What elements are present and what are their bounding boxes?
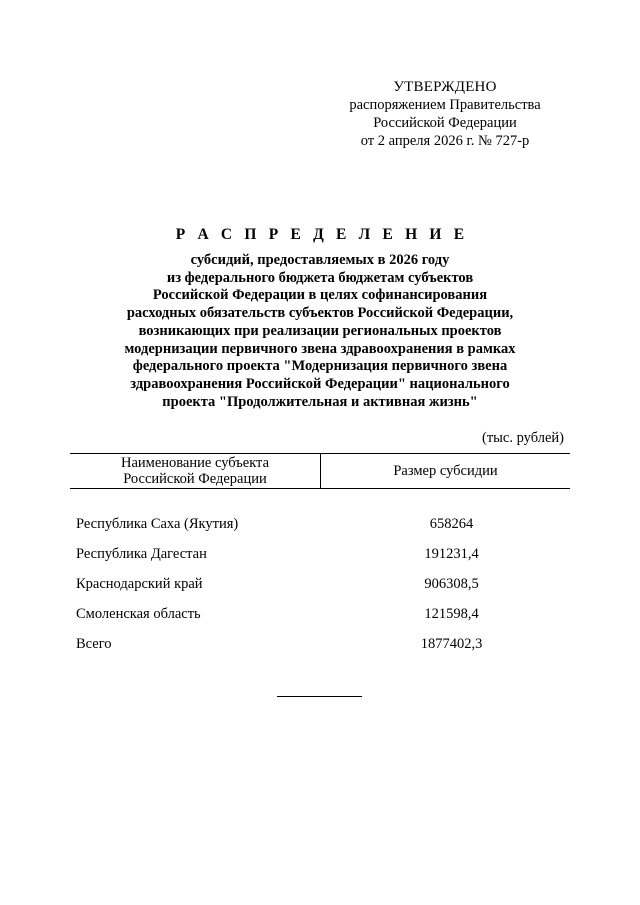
- column-header-region-line: Российской Федерации: [123, 471, 267, 487]
- subtitle-line: возникающих при реализации региональных проектов: [138, 322, 502, 339]
- subtitle-line: субсидий, предоставляемых в 2026 году: [190, 252, 450, 268]
- document-end-divider: [277, 696, 362, 697]
- region-name-cell: Краснодарский край: [76, 575, 203, 592]
- approval-block: [330, 78, 560, 150]
- subsidy-amount: 906308,5: [424, 575, 479, 592]
- approval-line: Российской Федерации: [373, 115, 517, 131]
- column-header-region: [70, 454, 321, 489]
- table-row: [70, 599, 570, 629]
- total-label-cell: Всего: [76, 635, 112, 652]
- subsidy-amount-cell: [321, 599, 571, 629]
- region-name-cell: Республика Саха (Якутия): [76, 515, 239, 532]
- subtitle-line: модернизации первичного звена здравоохранения в рамках: [124, 340, 516, 357]
- region-name-cell: Республика Дагестан: [76, 545, 207, 562]
- subsidy-table: [70, 453, 570, 659]
- subsidy-amount-cell: [321, 539, 571, 569]
- subsidy-amount: 191231,4: [424, 545, 479, 562]
- subsidy-amount-cell: [321, 489, 571, 540]
- subtitle-line: федерального проекта "Модернизация первичного звена: [132, 358, 508, 375]
- total-amount: 1877402,3: [420, 635, 483, 652]
- subtitle-line: расходных обязательств субъектов Российской Федерации,: [126, 305, 514, 322]
- table-row: [70, 569, 570, 599]
- column-header-amount: Размер субсидии: [321, 454, 571, 489]
- table-header-row: [70, 454, 570, 489]
- subsidy-amount: 658264: [429, 515, 474, 532]
- subtitle-line: проекта "Продолжительная и активная жизнь": [162, 393, 478, 410]
- subsidy-amount: 121598,4: [424, 605, 479, 622]
- approval-date-line: от 2 апреля 2026 г. № 727-р: [360, 133, 530, 149]
- subtitle-line: здравоохранения Российской Федерации" национального: [130, 375, 510, 392]
- document-title: Р А С П Р Е Д Е Л Е Н И Е: [175, 226, 469, 243]
- subtitle-line: из федерального бюджета бюджетам субъектов: [166, 269, 474, 286]
- approval-stamp: УТВЕРЖДЕНО: [393, 79, 497, 95]
- units-label: (тыс. рублей): [482, 430, 564, 446]
- document-subtitle: [95, 252, 545, 411]
- subtitle-line: Российской Федерации в целях софинансирования: [152, 287, 488, 304]
- approval-line: распоряжением Правительства: [349, 97, 541, 113]
- table-total-row: [70, 629, 570, 659]
- total-amount-cell: [321, 629, 571, 659]
- table-row: [70, 539, 570, 569]
- table-row: [70, 489, 570, 540]
- region-name-cell: Смоленская область: [76, 605, 201, 622]
- subsidy-amount-cell: [321, 569, 571, 599]
- column-header-region-line: Наименование субъекта: [120, 455, 270, 471]
